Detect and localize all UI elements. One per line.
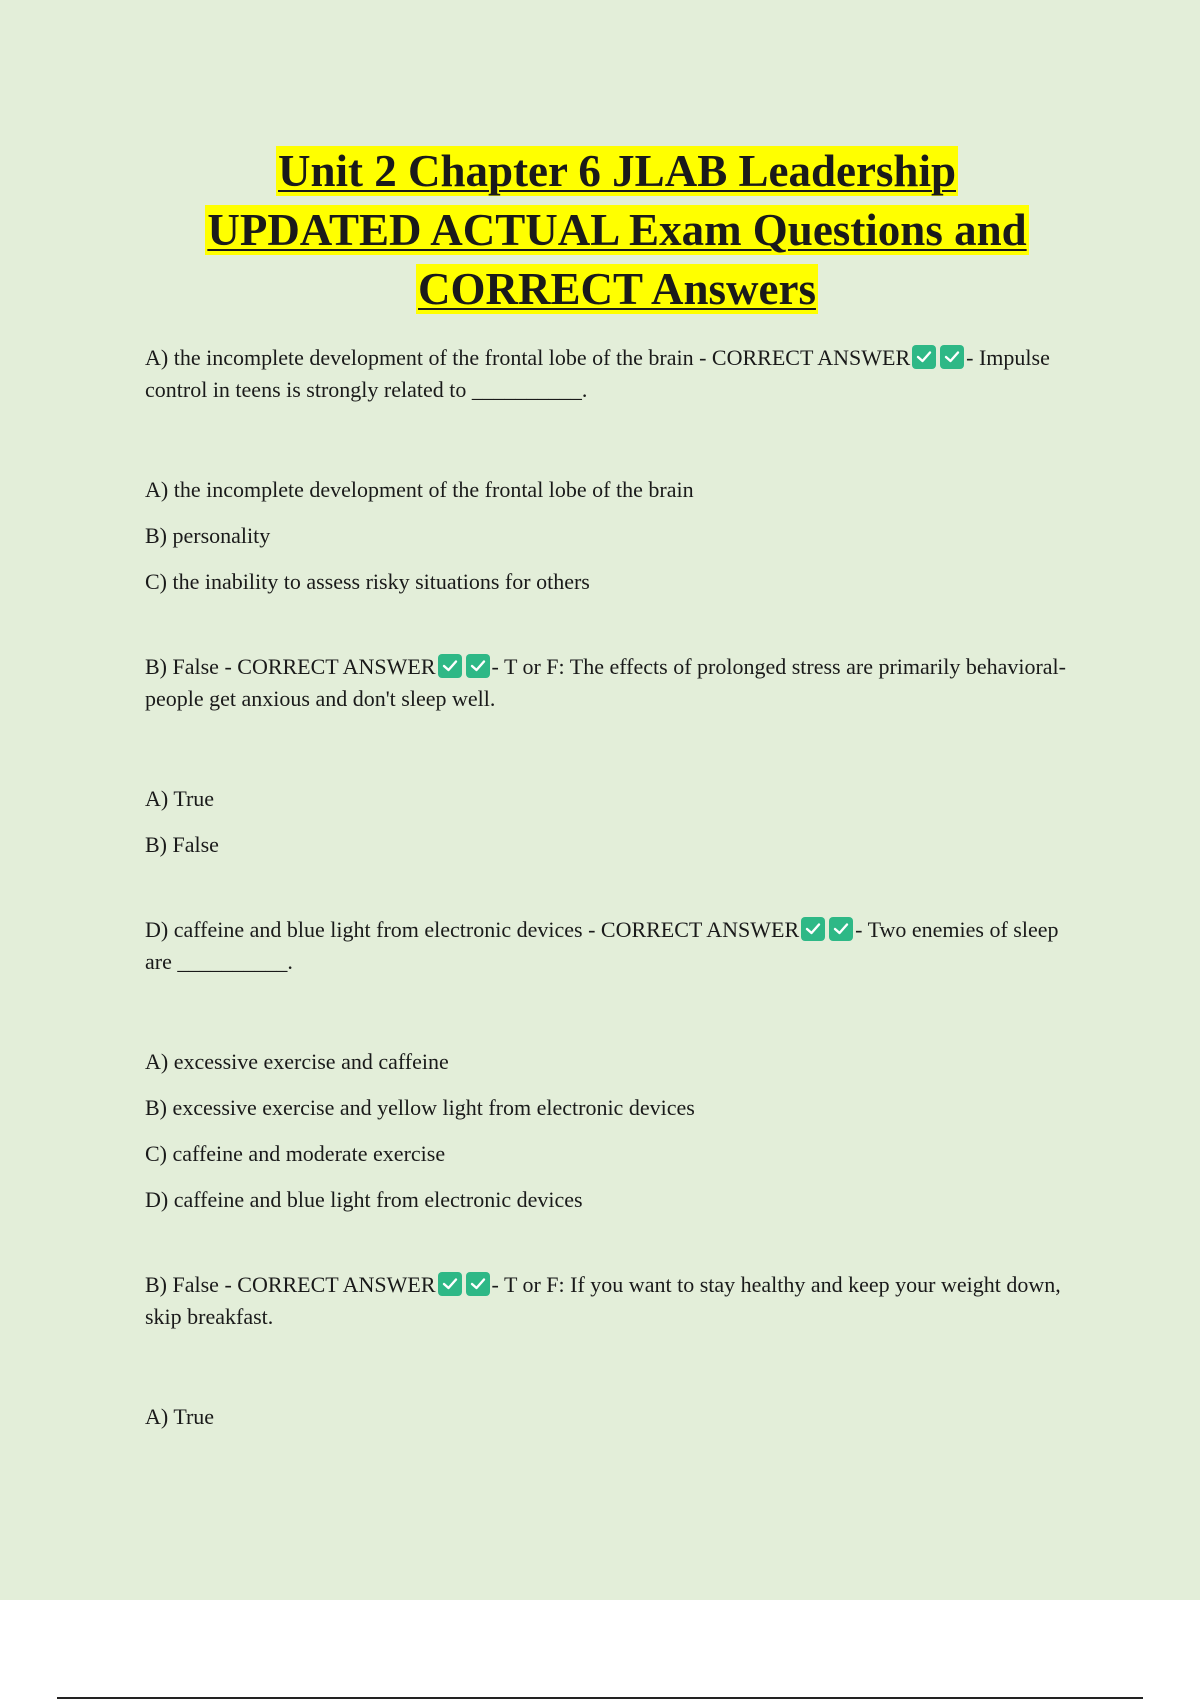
question-text: - T or F: If you want to stay healthy and keep your weight down, skip breakfast. xyxy=(145,1272,1061,1329)
check-box-icon xyxy=(940,345,964,369)
answer-option: A) True xyxy=(145,786,215,811)
check-box-icon xyxy=(438,1272,462,1296)
check-box-icon xyxy=(438,654,462,678)
title-line-1: Unit 2 Chapter 6 JLAB Leadership xyxy=(278,146,956,196)
answer-option: B) excessive exercise and yellow light from electronic devices xyxy=(145,1095,695,1120)
check-box-icon xyxy=(466,1272,490,1296)
title-line-2: UPDATED ACTUAL Exam Questions and xyxy=(207,205,1027,255)
question-block xyxy=(145,342,1075,406)
document-title xyxy=(60,142,1174,319)
question-block xyxy=(145,651,1075,715)
title-line-3: CORRECT Answers xyxy=(418,264,816,314)
correct-answer-text: A) the incomplete development of the frontal lobe of the brain - CORRECT ANSWER xyxy=(145,345,911,370)
correct-answer-text: B) False - CORRECT ANSWER xyxy=(145,654,436,679)
check-box-icon xyxy=(801,917,825,941)
question-text: - Two enemies of sleep are __________. xyxy=(145,917,1059,974)
answer-option: C) the inability to assess risky situations for others xyxy=(145,569,590,594)
correct-answer-text: D) caffeine and blue light from electronic devices - CORRECT ANSWER xyxy=(145,917,800,942)
check-box-icon xyxy=(912,345,936,369)
answer-option: B) personality xyxy=(145,523,271,548)
correct-answer-text: B) False - CORRECT ANSWER xyxy=(145,1272,436,1297)
answer-option: A) the incomplete development of the frontal lobe of the brain xyxy=(145,477,694,502)
page-divider xyxy=(57,1697,1143,1699)
answer-option: D) caffeine and blue light from electronic devices xyxy=(145,1187,583,1212)
question-list xyxy=(145,342,1075,1440)
answer-option: B) False xyxy=(145,832,219,857)
question-block xyxy=(145,1269,1075,1333)
check-box-icon xyxy=(829,917,853,941)
answer-option: A) excessive exercise and caffeine xyxy=(145,1049,449,1074)
answer-option: C) caffeine and moderate exercise xyxy=(145,1141,446,1166)
question-text: - Impulse control in teens is strongly related to __________. xyxy=(145,345,1050,402)
question-text: - T or F: The effects of prolonged stress are primarily behavioral-people get anxious and don't sleep well. xyxy=(145,654,1066,711)
question-block xyxy=(145,914,1075,978)
check-box-icon xyxy=(466,654,490,678)
answer-option: A) True xyxy=(145,1404,215,1429)
